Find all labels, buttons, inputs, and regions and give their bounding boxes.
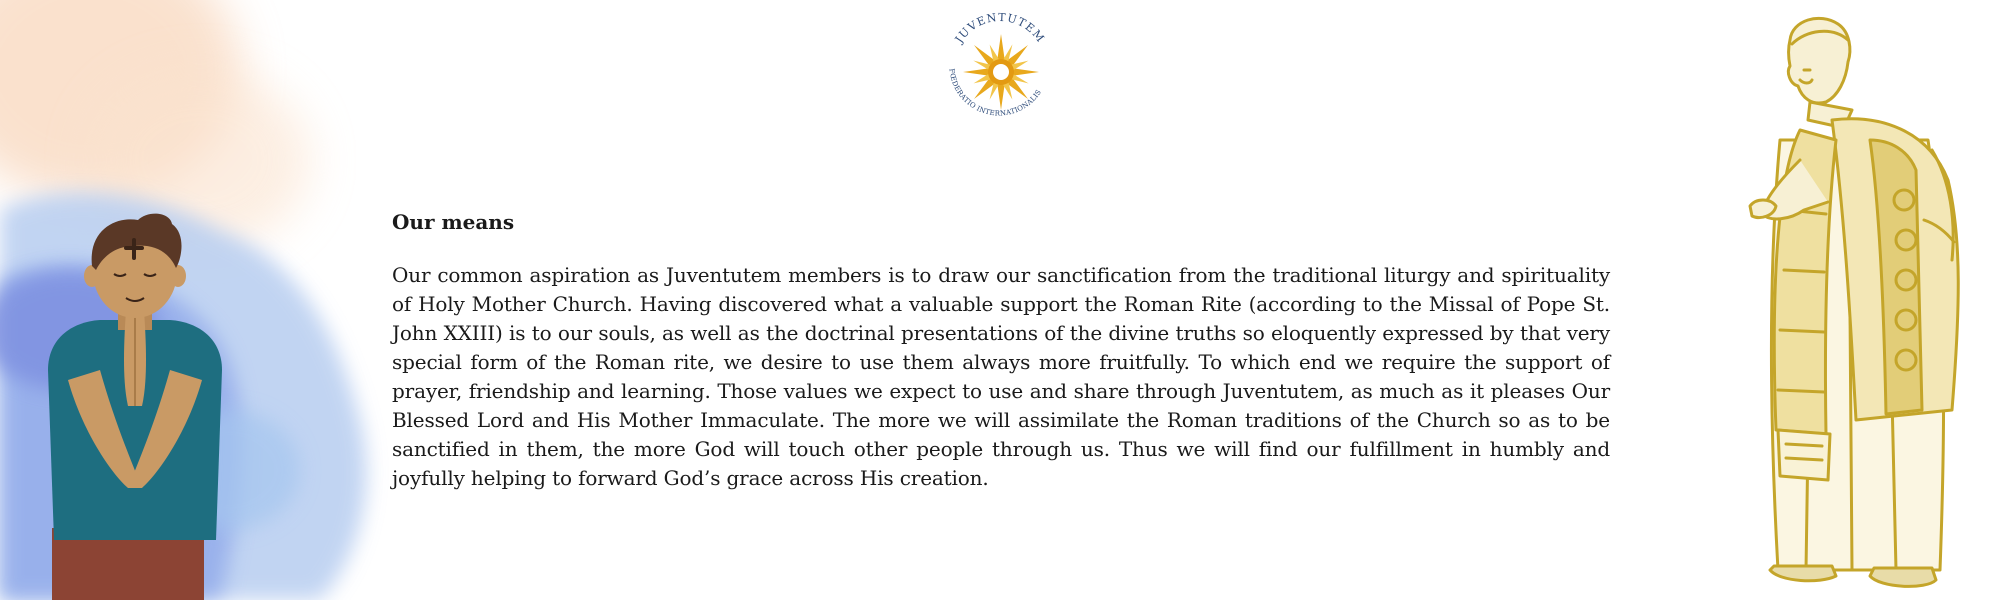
- svg-text:JUVENTUTEM: [952, 11, 1047, 46]
- juventutem-logo: [935, 8, 1065, 128]
- logo-top-text: JUVENTUTEM: [952, 10, 1048, 46]
- priest-icon: [1740, 10, 2000, 600]
- praying-person-icon: [30, 210, 240, 600]
- section-body: Our common aspiration as Juventutem members is to draw our sanctification from the traditional liturgy and spirituality of Holy Mother Church. Having discovered what a valuable support the Roman Rite (according to the Missal of Pope St. John XXIII) is to our souls, as well as the doctrinal presentations of the divine truths so eloquently expressed by that very special form of the Roman rite, we desire to use them always more fruitfully. To which end we require the support of prayer, friendship and learning. Those values we expect to use and share through Juventutem, as much as it pleases Our Blessed Lord and His Mother Immaculate. The more we will assimilate the Roman traditions of the Church so as to be sanctified in them, the more God will touch other people through us. Thus we will find our fulfillment in humbly and joyfully helping to forward God’s grace across His creation.: [392, 263, 1610, 490]
- main-content: [392, 205, 1610, 493]
- section-heading: Our means: [392, 210, 515, 234]
- logo-arc-text: FŒDERATIO INTERNATIONALIS: [947, 68, 1043, 118]
